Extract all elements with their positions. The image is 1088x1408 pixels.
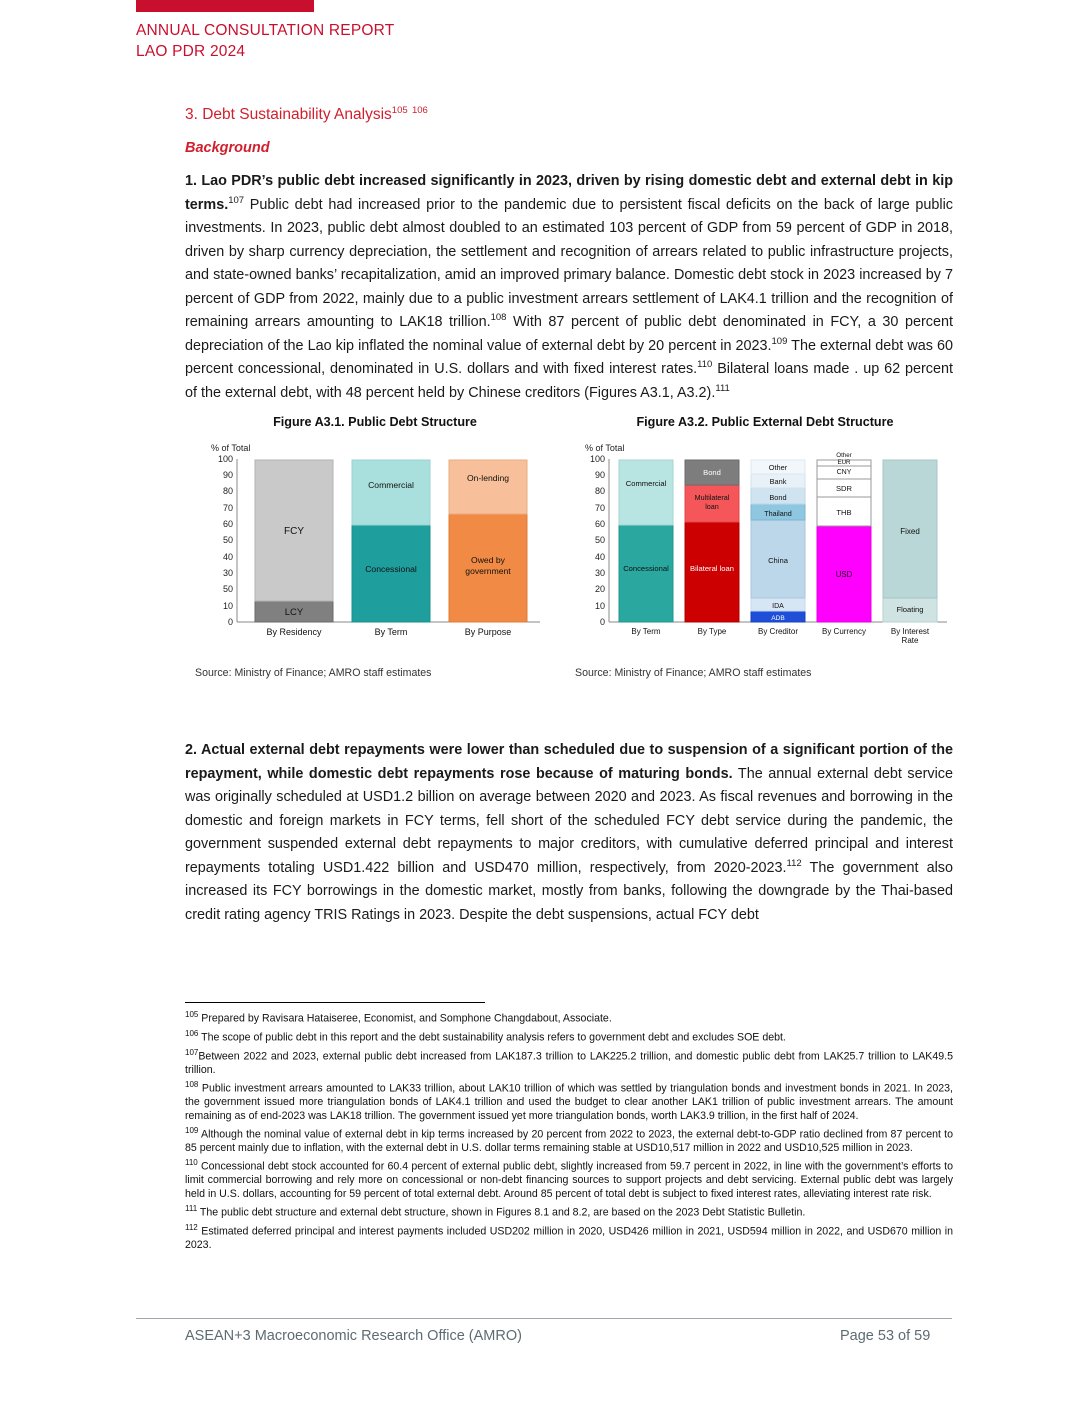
- figure-a3-1-source: Source: Ministry of Finance; AMRO staff estimates: [195, 667, 432, 680]
- paragraph-2: [185, 739, 953, 927]
- svg-text:Bond: Bond: [769, 493, 787, 503]
- svg-text:ADB: ADB: [771, 615, 785, 623]
- footnote-ref-108: 108: [490, 312, 507, 324]
- footnote-ref-107: 107: [228, 194, 245, 206]
- svg-text:SDR: SDR: [835, 484, 853, 494]
- figure-a3-1: [195, 415, 555, 679]
- svg-text:% of Total: % of Total: [585, 443, 625, 454]
- header-line-1: ANNUAL CONSULTATION REPORT: [136, 22, 395, 39]
- svg-text:70: 70: [222, 503, 233, 514]
- section-title-text: 3. Debt Sustainability Analysis: [185, 106, 392, 124]
- svg-text:LCY: LCY: [284, 607, 304, 619]
- subsection-heading: Background: [185, 140, 270, 157]
- footnote-107: [185, 1046, 953, 1077]
- footnote-110: [185, 1156, 953, 1201]
- svg-text:Concessional: Concessional: [623, 564, 669, 574]
- svg-text:50: 50: [594, 535, 605, 546]
- svg-text:Thailand: Thailand: [764, 509, 792, 519]
- figure-a3-1-chart: [195, 439, 555, 659]
- footnote-ref-112: 112: [786, 857, 802, 869]
- footnote-ref-106: 106: [411, 105, 428, 116]
- svg-text:50: 50: [222, 535, 233, 546]
- footnote-112-number: 112: [185, 1223, 198, 1232]
- header-accent-bar: [136, 0, 314, 12]
- footnote-106: [185, 1027, 953, 1045]
- svg-text:On-lending: On-lending: [466, 473, 510, 484]
- footnote-107-number: 107: [185, 1047, 199, 1057]
- footnote-109: [185, 1124, 953, 1155]
- svg-text:Floating: Floating: [896, 605, 924, 615]
- svg-text:Other: Other: [768, 463, 788, 473]
- svg-text:40: 40: [222, 552, 233, 563]
- paragraph-2-body-a: The annual external debt service was originally scheduled at USD1.2 billion on average between 2020 and 2023. As fiscal revenues and borrowing in the domestic and foreign markets in FCY terms, fell short of the scheduled FCY debt service during the pandemic, the government suspended external debt repayments to major creditors, with cumulative deferred principal and interest repayments totaling USD1.422 billion and USD470 million, respectively, from 2020-2023.: [185, 765, 954, 876]
- svg-text:IDA: IDA: [772, 603, 784, 611]
- footnotes-section: [185, 1002, 953, 1253]
- footnote-111: [185, 1202, 953, 1220]
- svg-text:loan: loan: [705, 502, 719, 512]
- svg-text:30: 30: [594, 568, 605, 579]
- footnote-105-text: Prepared by Ravisara Hataiseree, Economist, and Somphone Changdabout, Associate.: [198, 1012, 612, 1025]
- svg-text:By Currency: By Currency: [821, 627, 867, 637]
- footer-divider: [136, 1318, 952, 1319]
- main-content: [185, 105, 953, 937]
- footnote-106-number: 106: [185, 1028, 199, 1038]
- svg-text:By Type: By Type: [697, 627, 727, 637]
- svg-text:Multilateral: Multilateral: [694, 493, 730, 503]
- svg-text:By Creditor: By Creditor: [757, 627, 799, 637]
- figure-a3-2-source: Source: Ministry of Finance; AMRO staff estimates: [575, 667, 812, 680]
- footnote-106-text: The scope of public debt in this report and the debt sustainability analysis refers to government debt and excludes SOE debt.: [198, 1031, 786, 1044]
- figures-row: [185, 415, 953, 695]
- svg-text:10: 10: [594, 601, 605, 612]
- footer-page-number: Page 53 of 59: [840, 1328, 931, 1344]
- svg-text:USD: USD: [835, 570, 853, 580]
- page-title: [185, 105, 953, 124]
- svg-text:government: government: [465, 566, 511, 577]
- paragraph-1-lead: 1. Lao PDR’s public debt increased significantly in 2023, driven by rising domestic debt and external debt in kip terms.: [185, 173, 953, 213]
- svg-text:Bank: Bank: [769, 477, 787, 487]
- svg-text:By Purpose: By Purpose: [464, 627, 512, 638]
- footnote-108-text: Public investment arrears amounted to LAK33 trillion, about LAK10 trillion of which was settled by triangulation bonds and investment bonds in 2021. In 2023, the government issued more triangulation bonds of LAK4.1 trillion and used the budget to clear another LAK1 trillion of public investment arrears. The amount remaining as of end-2023 was LAK18 trillion. The government issued yet more triangulation bonds, worth LAK3.9 trillion, in the first half of 2024.: [185, 1082, 953, 1122]
- svg-text:By Term: By Term: [374, 627, 408, 638]
- footnote-ref-111: 111: [715, 382, 730, 394]
- svg-text:By Interest: By Interest: [890, 627, 930, 637]
- svg-text:China: China: [768, 556, 788, 566]
- footnote-110-number: 110: [185, 1158, 198, 1168]
- svg-text:Rate: Rate: [901, 636, 919, 646]
- footnote-105-number: 105: [185, 1010, 199, 1019]
- footnote-divider: [185, 1002, 485, 1003]
- svg-text:FCY: FCY: [284, 526, 304, 538]
- footnote-109-text: Although the nominal value of external debt in kip terms increased by 20 percent from 2022 to 2023, the external debt-to-GDP ratio declined from 87 percent to 85 percent mainly due to inflation, with the external debt in U.S. dollar terms remaining stable at USD10,517 million in 2022 and USD10,525 million in 2023.: [185, 1128, 953, 1154]
- svg-text:Other: Other: [836, 452, 852, 460]
- svg-text:80: 80: [222, 486, 233, 497]
- paragraph-1-body-c: The external debt was 60 percent concessional, denominated in U.S. dollars and with fixed interest rates.: [185, 337, 953, 378]
- paragraph-1: [185, 170, 953, 405]
- svg-text:40: 40: [594, 552, 605, 563]
- svg-text:90: 90: [594, 470, 605, 481]
- figure-a3-2-chart: [575, 439, 955, 659]
- public-external-debt-structure-chart: [575, 439, 955, 654]
- footnote-ref-105: 105: [391, 105, 408, 116]
- svg-text:0: 0: [227, 617, 233, 628]
- svg-text:60: 60: [222, 519, 233, 530]
- header-line-2: LAO PDR 2024: [136, 43, 246, 60]
- svg-text:EUR: EUR: [837, 459, 851, 467]
- footnote-108-number: 108: [185, 1080, 199, 1090]
- footnote-109-number: 109: [185, 1125, 199, 1135]
- svg-text:THB: THB: [836, 508, 852, 518]
- svg-text:60: 60: [594, 519, 605, 530]
- svg-text:% of Total: % of Total: [211, 443, 251, 454]
- footnote-110-text: Concessional debt stock accounted for 60.4 percent of external public debt, slightly increased from 59.7 percent in 2022, in line with the government’s efforts to limit commercial borrowing and rely more on concessional or non-debt financing sources to support projects and debt servicing. External public debt was largely held in U.S. dollars, accounting for 59 percent of total external debt. Around 85 percent of total debt is subject to fixed interest rates, alleviating interest rate risk.: [185, 1160, 953, 1200]
- svg-text:0: 0: [599, 617, 605, 628]
- public-debt-structure-chart: [195, 439, 555, 654]
- footnote-111-text: The public debt structure and external debt structure, shown in Figures 8.1 and 8.2, are based on the 2023 Debt Statistic Bulletin.: [197, 1206, 806, 1219]
- footer-organization: ASEAN+3 Macroeconomic Research Office (AMRO): [185, 1328, 522, 1344]
- svg-text:100: 100: [589, 454, 605, 465]
- svg-text:Fixed: Fixed: [900, 527, 920, 537]
- document-header: [136, 20, 394, 62]
- footnote-111-number: 111: [185, 1204, 198, 1214]
- svg-text:CNY: CNY: [836, 469, 852, 477]
- footnote-107-text: Between 2022 and 2023, external public debt increased from LAK187.3 trillion to LAK225.2 trillion, and domestic public debt from LAK25.7 trillion to LAK49.5 trillion.: [185, 1050, 953, 1076]
- svg-text:Owed by: Owed by: [471, 555, 505, 566]
- figure-a3-2: [575, 415, 955, 679]
- svg-text:30: 30: [222, 568, 233, 579]
- paragraph-2-lead: 2. Actual external debt repayments were lower than scheduled due to suspension of a significant portion of the repayment, while domestic debt repayments rose because of maturing bonds.: [185, 742, 953, 782]
- paragraph-1-body-a: Public debt had increased prior to the pandemic due to persistent fiscal deficits on the back of large public investments. In 2023, public debt almost doubled to an estimated 103 percent of GDP from 59 percent of GDP in 2018, driven by sharp currency depreciation, the settlement and recognition of arrears related to public infrastructure projects, and state-owned banks’ recapitalization, amid an improved primary balance. Domestic debt stock in 2023 increased by 7 percent of GDP from 2022, mainly due to a public investment arrears settlement of LAK4.1 trillion and the recognition of remaining arrears amounting to LAK18 trillion.: [185, 196, 953, 331]
- footnote-105: [185, 1008, 953, 1026]
- svg-text:By Residency: By Residency: [266, 627, 322, 638]
- footnote-112: [185, 1221, 953, 1252]
- svg-text:Bond: Bond: [703, 468, 721, 478]
- figure-a3-2-title: Figure A3.2. Public External Debt Structure: [636, 415, 894, 430]
- footnote-ref-109: 109: [771, 335, 788, 347]
- svg-text:By Term: By Term: [631, 627, 661, 637]
- paragraph-1-body-b: With 87 percent of public debt denominated in FCY, a 30 percent depreciation of the Lao kip inflated the nominal value of external debt by 20 percent in 2023.: [185, 314, 954, 354]
- svg-text:Bilateral loan: Bilateral loan: [690, 564, 734, 574]
- svg-text:Commercial: Commercial: [625, 479, 667, 489]
- figure-a3-1-title: Figure A3.1. Public Debt Structure: [273, 415, 477, 430]
- svg-text:20: 20: [594, 584, 605, 595]
- footnote-108: [185, 1078, 953, 1123]
- paragraph-1-body-d: Bilateral loans made . up 62 percent of the external debt, with 48 percent held by Chinese creditors (Figures A3.1, A3.2).: [185, 361, 954, 401]
- svg-text:80: 80: [594, 486, 605, 497]
- svg-text:90: 90: [222, 470, 233, 481]
- paragraph-2-body-b: The government also increased its FCY borrowings in the domestic market, mostly from banks, following the downgrade by the Thai-based credit rating agency TRIS Ratings in 2023. Despite the debt suspensions, actual FCY debt: [185, 859, 953, 923]
- svg-text:70: 70: [594, 503, 605, 514]
- svg-text:50: 50: [222, 584, 233, 595]
- svg-text:Concessional: Concessional: [365, 564, 417, 575]
- footnote-112-text: Estimated deferred principal and interest payments included USD202 million in 2020, USD426 million in 2021, USD594 million in 2022, and USD670 million in 2023.: [185, 1225, 953, 1251]
- svg-text:10: 10: [222, 601, 233, 612]
- footnote-ref-110: 110: [697, 359, 713, 371]
- svg-text:100: 100: [217, 454, 233, 465]
- svg-text:Commercial: Commercial: [368, 480, 414, 491]
